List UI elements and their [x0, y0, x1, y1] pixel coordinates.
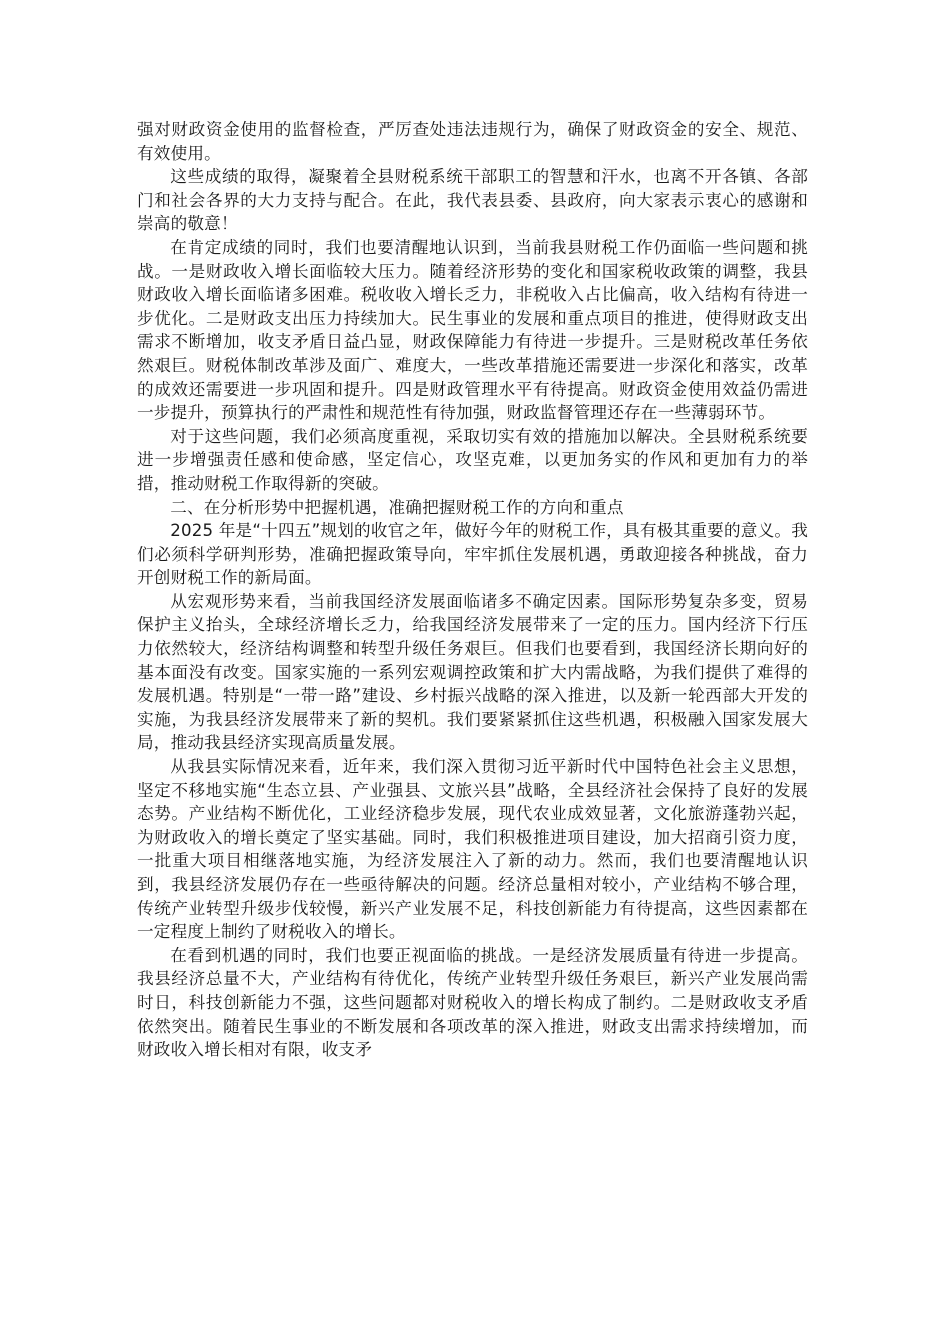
paragraph-thanks: 这些成绩的取得，凝聚着全县财税系统干部职工的智慧和汗水，也离不开各镇、各部门和社会各界的大力支持与配合。在此，我代表县委、县政府，向大家表示衷心的感谢和崇高的敬意！ [137, 167, 808, 234]
paragraph-problems: 在肯定成绩的同时，我们也要清醒地认识到，当前我县财税工作仍面临一些问题和挑战。一是财政收入增长面临较大压力。随着经济形势的变化和国家税收政策的调整，我县财政收入增长面临诸多困难。税收收入增长乏力，非税收入占比偏高，收入结构有待进一步优化。二是财政支出压力持续加大。民生事业的发展和重点项目的推进，使得财政支出需求不断增加，收支矛盾日益凸显，财政保障能力有待进一步提升。三是财税改革任务依然艰巨。财税体制改革涉及面广、难度大，一些改革措施还需要进一步深化和落实，改革的成效还需要进一步巩固和提升。四是财政管理水平有待提高。财政资金使用效益仍需进一步提升，预算执行的严肃性和规范性有待加强，财政监督管理还存在一些薄弱环节。 [137, 237, 808, 423]
paragraph-measures: 对于这些问题，我们必须高度重视，采取切实有效的措施加以解决。全县财税系统要进一步增强责任感和使命感，坚定信心，攻坚克难，以更加务实的作风和更加有力的举措，推动财税工作取得新的突破。 [137, 426, 808, 493]
paragraph-county-situation: 从我县实际情况来看，近年来，我们深入贯彻习近平新时代中国特色社会主义思想，坚定不移地实施“生态立县、产业强县、文旅兴县”战略，全县经济社会保持了良好的发展态势。产业结构不断优化，工业经济稳步发展，现代农业成效显著，文化旅游蓬勃兴起，为财政收入的增长奠定了坚实基础。同时，我们积极推进项目建设，加大招商引资力度，一批重大项目相继落地实施，为经济发展注入了新的动力。然而，我们也要清醒地认识到，我县经济发展仍存在一些亟待解决的问题。经济总量相对较小，产业结构不够合理，传统产业转型升级步伐较慢，新兴产业发展不足，科技创新能力有待提高，这些因素都在一定程度上制约了财税收入的增长。 [137, 757, 808, 942]
document-body [137, 118, 808, 1062]
paragraph-year-2025: 2025 年是“十四五”规划的收官之年，做好今年的财税工作，具有极其重要的意义。我们必须科学研判形势，准确把握政策导向，牢牢抓住发展机遇，勇敢迎接各种挑战，奋力开创财税工作的新局面。 [137, 521, 808, 588]
paragraph-continuation: 强对财政资金使用的监督检查，严厉查处违法违规行为，确保了财政资金的安全、规范、有效使用。 [137, 120, 808, 163]
section-heading: 二、在分析形势中把握机遇，准确把握财税工作的方向和重点 [170, 497, 624, 517]
paragraph-challenges: 在看到机遇的同时，我们也要正视面临的挑战。一是经济发展质量有待进一步提高。我县经济总量不大，产业结构有待优化，传统产业转型升级任务艰巨，新兴产业发展尚需时日，科技创新能力不强，这些问题都对财税收入的增长构成了制约。二是财政收支矛盾依然突出。随着民生事业的不断发展和各项改革的深入推进，财政支出需求持续增加，而财政收入增长相对有限，收支矛 [137, 945, 808, 1060]
paragraph-macro-situation: 从宏观形势来看，当前我国经济发展面临诸多不确定因素。国际形势复杂多变，贸易保护主义抬头，全球经济增长乏力，给我国经济发展带来了一定的压力。国内经济下行压力依然较大，经济结构调整和转型升级任务艰巨。但我们也要看到，我国经济长期向好的基本面没有改变。国家实施的一系列宏观调控政策和扩大内需战略，为我们提供了难得的发展机遇。特别是“一带一路”建设、乡村振兴战略的深入推进，以及新一轮西部大开发的实施，为我县经济发展带来了新的契机。我们要紧紧抓住这些机遇，积极融入国家发展大局，推动我县经济实现高质量发展。 [137, 591, 808, 753]
